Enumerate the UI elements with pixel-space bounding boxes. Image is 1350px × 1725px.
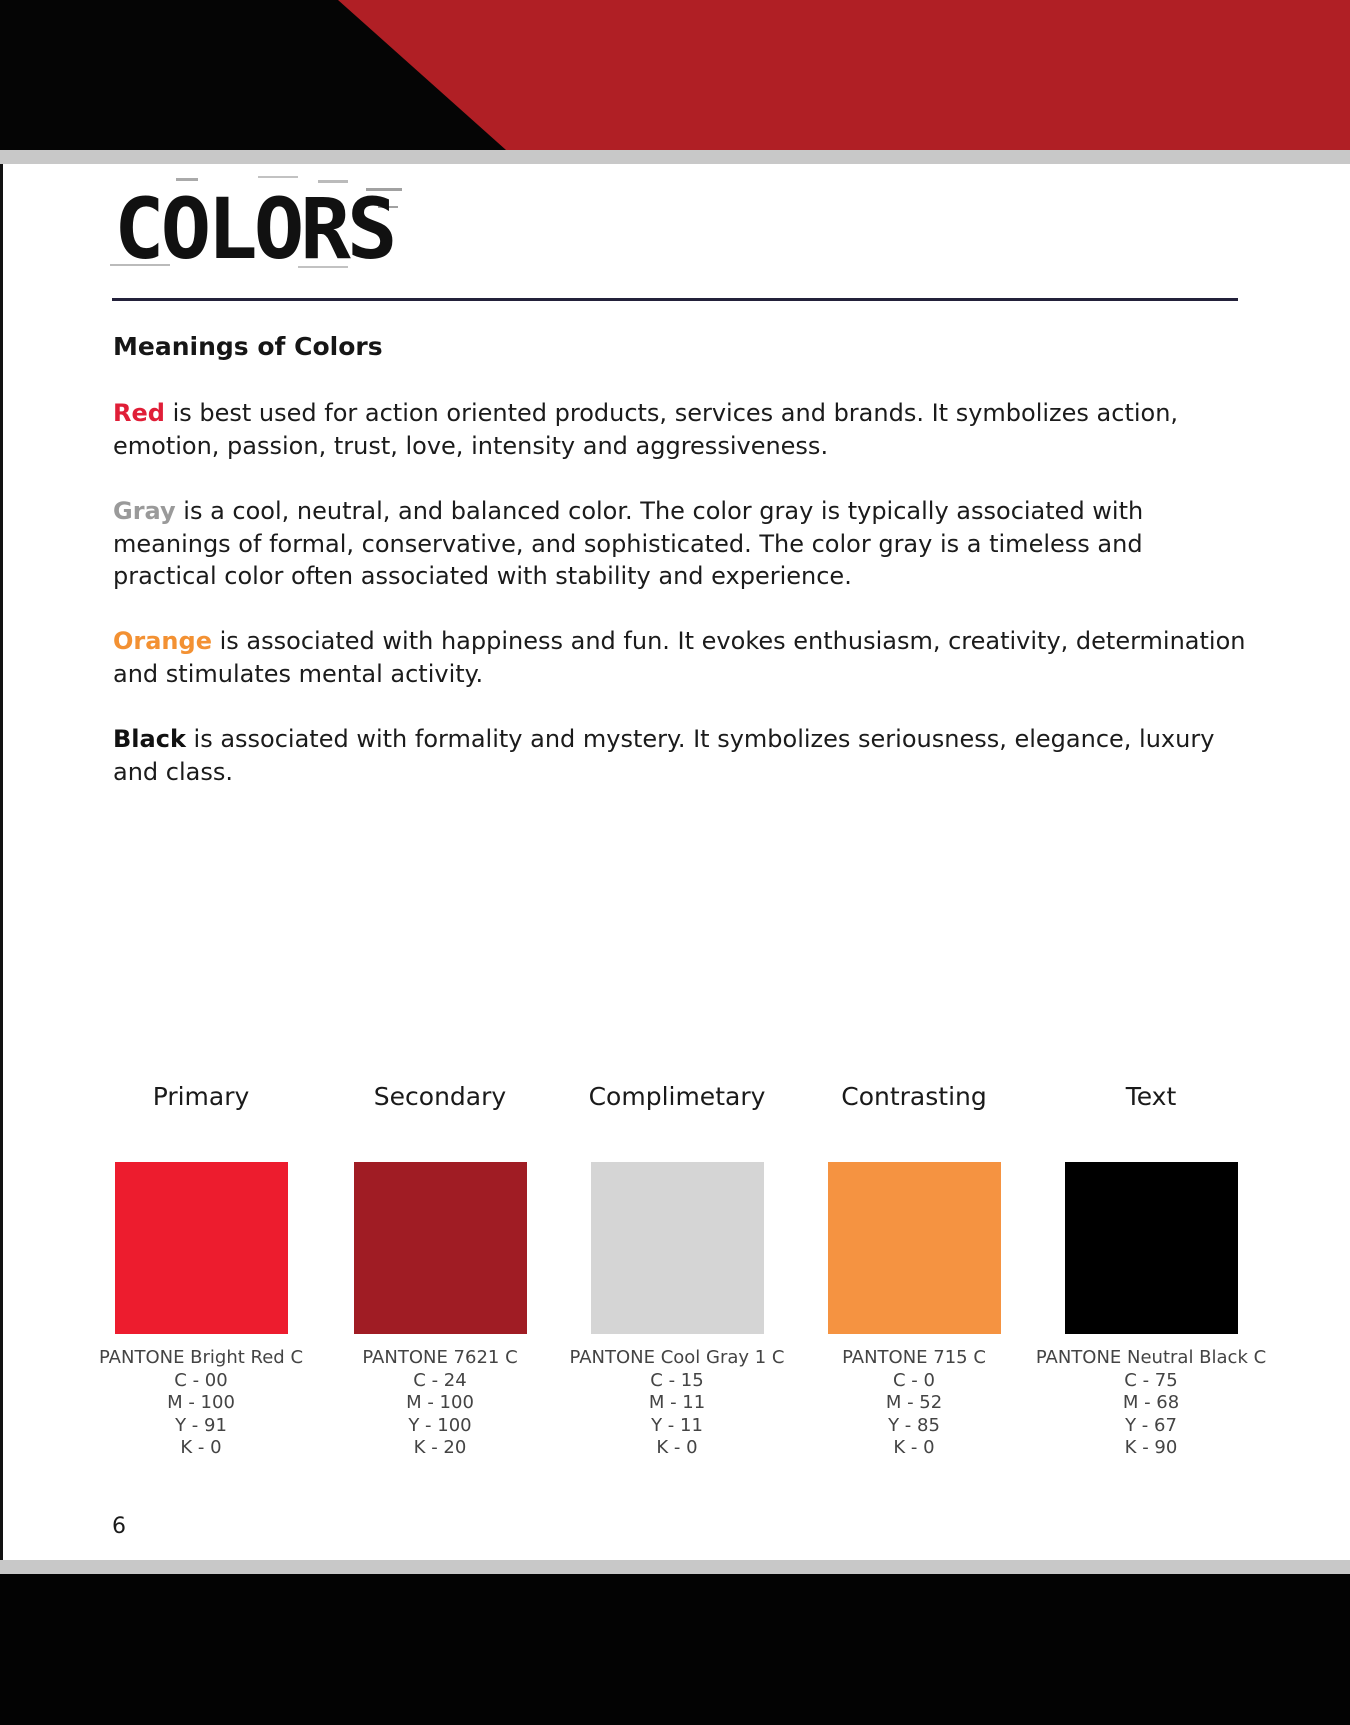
swatch-label-contrasting: Contrasting (841, 1082, 987, 1111)
header-red-shape (338, 0, 1350, 150)
cmyk-k: K - 0 (180, 1437, 222, 1458)
swatch-complimetary (591, 1162, 764, 1334)
cmyk-c: C - 24 (413, 1369, 467, 1391)
cmyk-m: M - 100 (167, 1392, 235, 1413)
swatch-spec-primary (71, 1347, 331, 1460)
cmyk-k: K - 90 (1124, 1437, 1178, 1458)
swatch-spec-contrasting (784, 1347, 1044, 1460)
pantone-name: PANTONE Neutral Black C (1035, 1347, 1267, 1368)
black-meaning-paragraph (113, 723, 1253, 788)
cmyk-c: C - 0 (893, 1369, 935, 1391)
swatch-spec-secondary (310, 1347, 570, 1460)
swatch-label-complimetary: Complimetary (588, 1082, 766, 1111)
footer-black-band (0, 1574, 1350, 1725)
colors-title-graphic (108, 176, 408, 276)
meanings-heading: Meanings of Colors (113, 332, 383, 361)
left-margin-rule (0, 164, 3, 1560)
footer-gray-rule (0, 1560, 1350, 1574)
cmyk-m: M - 52 (885, 1392, 943, 1413)
pantone-name: PANTONE 715 C (842, 1347, 986, 1368)
colors-title-text: COLORS (114, 180, 394, 276)
swatch-secondary (354, 1162, 527, 1334)
swatch-text (1065, 1162, 1238, 1334)
header-band-graphic (0, 0, 1350, 150)
cmyk-m: M - 68 (1122, 1392, 1180, 1413)
cmyk-y: Y - 91 (175, 1414, 227, 1436)
cmyk-c: C - 75 (1124, 1369, 1178, 1391)
swatch-contrasting (828, 1162, 1001, 1334)
black-meaning-text: is associated with formality and mystery. It symbolizes seriousness, elegance, luxury and class. (113, 725, 1215, 786)
cmyk-k: K - 20 (413, 1437, 467, 1458)
title-divider (112, 298, 1238, 301)
swatch-label-text: Text (1125, 1082, 1177, 1111)
cmyk-y: Y - 11 (651, 1414, 703, 1436)
gray-meaning-paragraph (113, 495, 1253, 593)
header-band (0, 0, 1350, 150)
colors-title-logo (108, 176, 408, 276)
red-meaning-paragraph (113, 397, 1253, 462)
cmyk-m: M - 100 (406, 1392, 474, 1413)
header-gray-rule (0, 150, 1350, 164)
gray-meaning-text: is a cool, neutral, and balanced color. The color gray is typically associated with meanings of formal, conservative, and sophisticated. The color gray is a timeless and practical color often associated with stability and experience. (113, 497, 1144, 590)
red-keyword: Red (113, 399, 165, 427)
cmyk-y: Y - 67 (1125, 1414, 1177, 1436)
swatch-primary (115, 1162, 288, 1334)
black-keyword: Black (113, 725, 186, 753)
swatch-label-primary: Primary (152, 1082, 250, 1111)
red-meaning-text: is best used for action oriented products, services and brands. It symbolizes action, emotion, passion, trust, love, intensity and aggressiveness. (113, 399, 1179, 460)
cmyk-k: K - 0 (893, 1437, 935, 1458)
orange-meaning-text: is associated with happiness and fun. It evokes enthusiasm, creativity, determination and stimulates mental activity. (113, 627, 1246, 688)
page-number: 6 (112, 1514, 126, 1539)
pantone-name: PANTONE Bright Red C (98, 1347, 304, 1368)
gray-keyword: Gray (113, 497, 176, 525)
orange-meaning-paragraph (113, 625, 1253, 690)
cmyk-c: C - 00 (174, 1369, 228, 1391)
orange-keyword: Orange (113, 627, 212, 655)
cmyk-k: K - 0 (656, 1437, 698, 1458)
cmyk-y: Y - 85 (888, 1414, 940, 1436)
cmyk-c: C - 15 (650, 1369, 704, 1391)
pantone-name: PANTONE 7621 C (362, 1347, 518, 1368)
swatch-spec-complimetary (547, 1347, 807, 1460)
cmyk-m: M - 11 (648, 1392, 706, 1413)
cmyk-y: Y - 100 (408, 1414, 472, 1436)
swatch-label-secondary: Secondary (373, 1082, 507, 1111)
pantone-name: PANTONE Cool Gray 1 C (569, 1347, 785, 1368)
swatch-spec-text (1021, 1347, 1281, 1460)
